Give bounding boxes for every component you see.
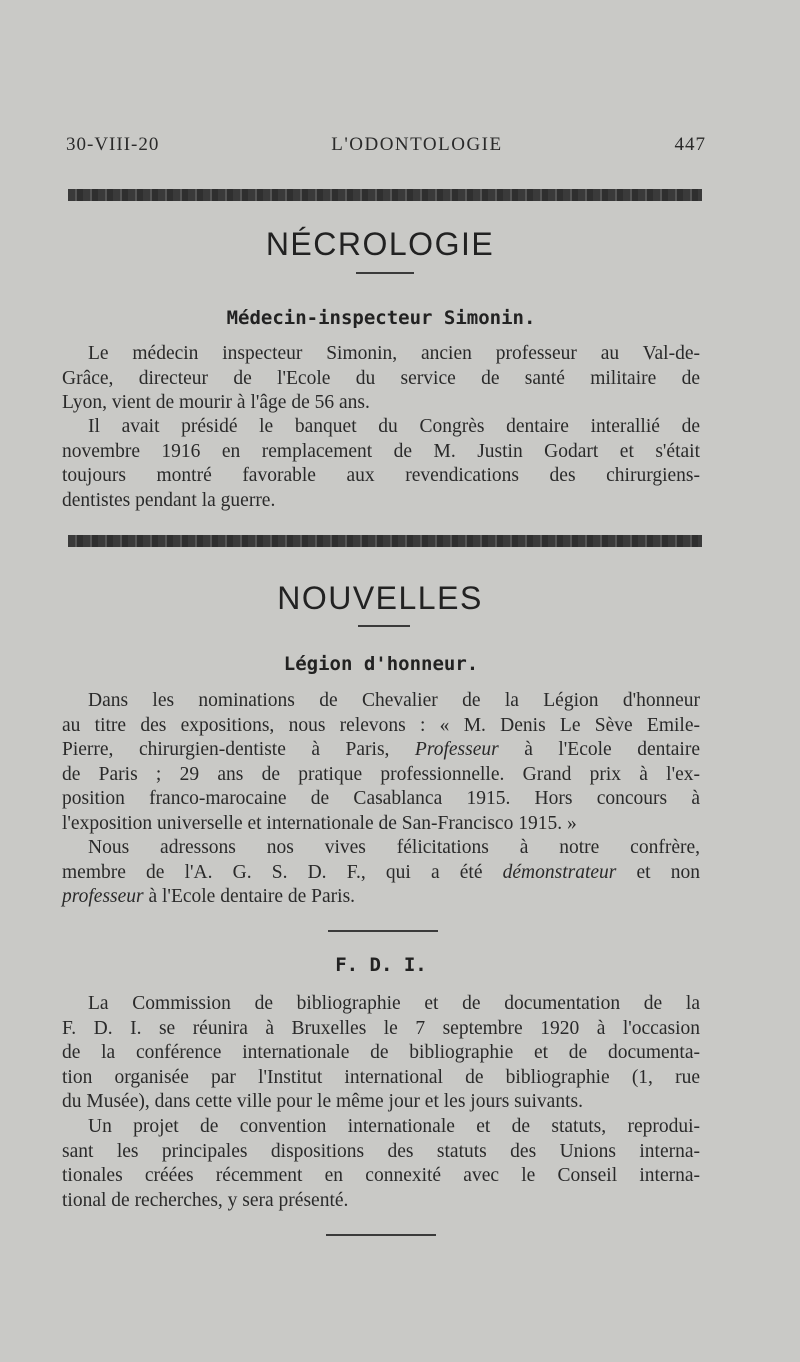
subhead-fdi: F. D. I. xyxy=(335,954,427,976)
section-divider xyxy=(328,930,438,932)
ornamental-rule xyxy=(68,189,702,201)
title-underline xyxy=(356,272,414,274)
section-title-necrologie: NÉCROLOGIE xyxy=(265,226,495,262)
journal-title: L'ODONTOLOGIE xyxy=(331,134,503,155)
issue-date: 30-VIII-20 xyxy=(66,134,160,155)
page-number: 447 xyxy=(674,134,706,155)
paragraph: Le médecin inspecteur Simonin, ancien professeur au Val-de- Grâce, directeur de l'Ecole du service de santé militaire de Lyon, vient de mourir à l'âge de 56 ans. xyxy=(62,343,700,414)
subhead-legion: Légion d'honneur. xyxy=(283,653,479,675)
paragraph: Il avait présidé le banquet du Congrès dentaire interallié de novembre 1916 en remplacement de M. Justin Godart et s'était toujours montré favorable aux revendications des chirurgiens- dentistes pendant la guerre. xyxy=(62,416,700,511)
running-head xyxy=(66,134,706,156)
paragraph: Dans les nominations de Chevalier de la Légion d'honneur au titre des expositions, nous relevons : « M. Denis Le Sève Emile- Pierre, chirurgien-dentiste à Paris, Professeur à l'Ecole dentaire de Paris ; 29 ans de pratique professionnelle. Grand prix à l'ex- position franco-marocaine de Casablanca 1915. Hors concours à l'exposition universelle et internationale de San-Francisco 1915. » xyxy=(62,690,700,834)
section-title-nouvelles: NOUVELLES xyxy=(277,580,483,616)
paragraph: Un projet de convention internationale et de statuts, reprodui- sant les principales dispositions des statuts des Unions interna- tionales créées récemment en connexité avec le Conseil interna- tional de recherches, y sera présenté. xyxy=(62,1116,700,1211)
paragraph: La Commission de bibliographie et de documentation de la F. D. I. se réunira à Bruxelles le 7 septembre 1920 à l'occasion de la conférence internationale de bibliographie et de documenta- tion organisée par l'Institut international de bibliographie (1, rue du Musée), dans cette ville pour le même jour et les jours suivants. xyxy=(62,993,700,1113)
ornamental-rule xyxy=(68,535,702,547)
paragraph: Nous adressons nos vives félicitations à notre confrère, membre de l'A. G. S. D. F., qui a été démonstrateur et non professeur à l'Ecole dentaire de Paris. xyxy=(62,837,700,908)
end-divider xyxy=(326,1234,436,1236)
subhead-simonin: Médecin-inspecteur Simonin. xyxy=(226,307,536,329)
title-underline xyxy=(358,625,410,627)
